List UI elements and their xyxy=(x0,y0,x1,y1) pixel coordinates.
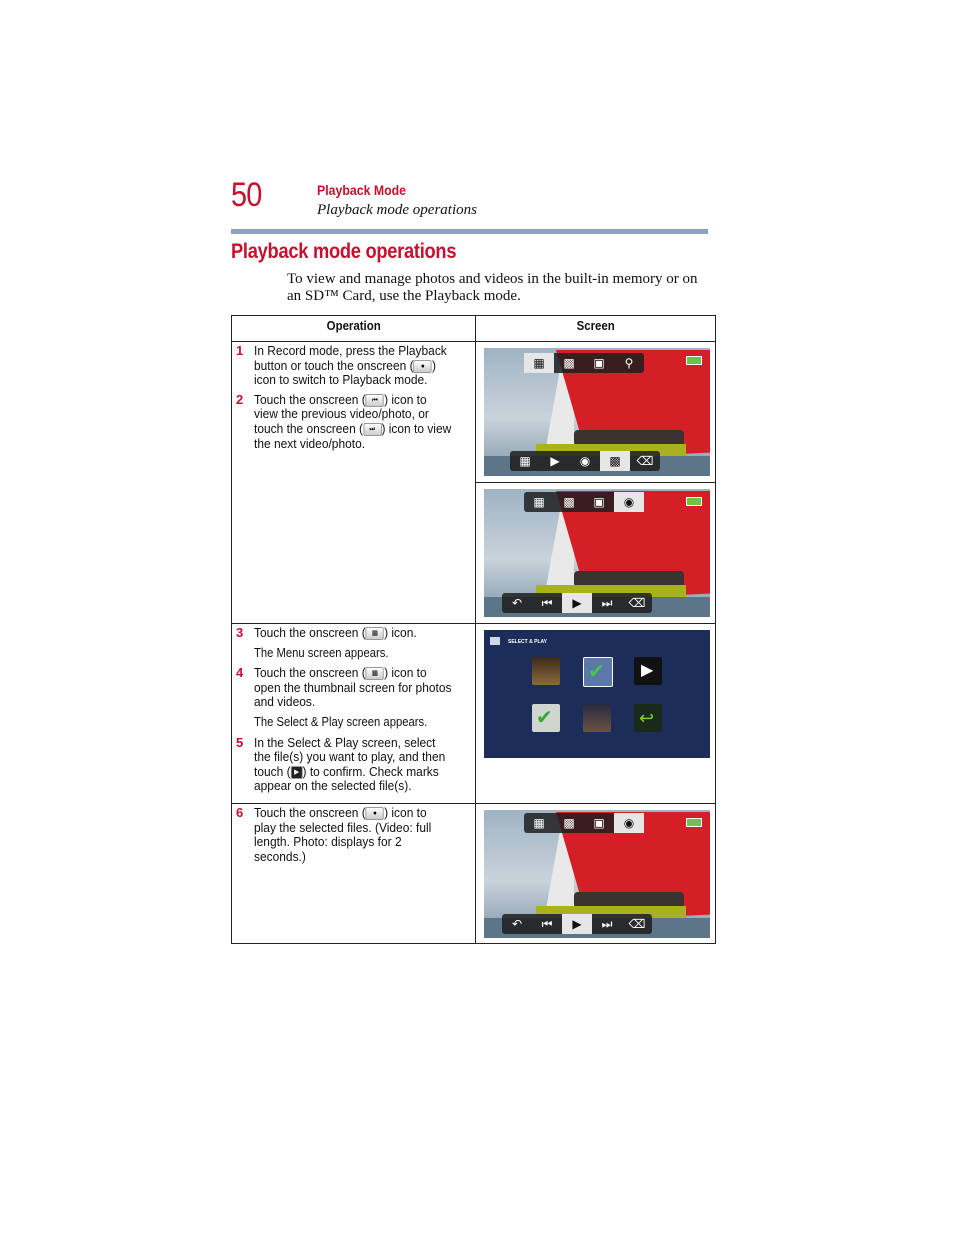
battery-icon xyxy=(686,497,702,506)
screenshot-playback-mode xyxy=(484,489,710,617)
running-header-section: Playback Mode xyxy=(317,182,407,198)
menu-icon: ▦ xyxy=(533,495,545,509)
screen-cell xyxy=(476,483,716,624)
battery-icon xyxy=(686,818,702,827)
thumbnail-icon: ▩ xyxy=(563,495,575,509)
trash-icon: ⌫ xyxy=(628,596,646,610)
next-icon: ⏭ xyxy=(601,916,613,931)
previous-icon: ⏮ xyxy=(541,916,553,931)
steps-cell xyxy=(232,342,476,624)
trash-icon: ⌫ xyxy=(628,916,646,931)
battery-icon xyxy=(686,356,702,365)
thumbnail-icon: ▩ xyxy=(366,667,384,680)
page-title: Playback mode operations xyxy=(231,240,457,263)
play-icon: ▶ xyxy=(562,593,592,613)
step: 1 In Record mode, press the Playback button or touch the onscreen ( ● ) icon to switch to Playback mode. xyxy=(236,343,447,388)
bottom-toolbar xyxy=(502,593,652,613)
confirm-play-icon: ▶ xyxy=(291,766,303,779)
steps-cell xyxy=(232,624,476,804)
operations-table xyxy=(231,315,716,944)
menu-icon: ▦ xyxy=(519,454,531,468)
check-icon: ✔ xyxy=(588,661,605,683)
thumbnail-back xyxy=(634,704,662,732)
thumbnail-icon: ▩ xyxy=(563,815,575,830)
play-icon: ▶ xyxy=(562,914,592,934)
camera-icon: ◉ xyxy=(579,454,591,468)
screenshot-select-and-play xyxy=(484,630,710,758)
slideshow-icon: ▣ xyxy=(593,495,605,509)
column-header-operation: Operation xyxy=(232,316,476,342)
step: 2 Touch the onscreen ( ⏮ ) icon to view the previous video/photo, or touch the onscreen ( ⏭ ) icon to view the next video/photo. xyxy=(236,391,452,451)
bottom-toolbar xyxy=(510,451,660,471)
step-note: The Menu screen appears. xyxy=(254,645,389,660)
header-rule xyxy=(231,229,708,234)
menu-icon: ▦ xyxy=(533,815,545,830)
thumbnail xyxy=(583,704,611,732)
play-icon: ▶ xyxy=(550,454,560,468)
top-toolbar xyxy=(524,492,644,512)
running-header-subsection: Playback mode operations xyxy=(317,202,477,218)
steps-cell xyxy=(232,803,476,943)
next-icon: ⏭ xyxy=(601,596,613,610)
select-play-label: SELECT & PLAY xyxy=(508,639,547,645)
page-number: 50 xyxy=(231,176,262,214)
back-icon: ↶ xyxy=(511,916,523,931)
top-toolbar xyxy=(524,353,644,373)
effect-icon: ▩ xyxy=(563,356,575,370)
thumbnail-selected xyxy=(583,657,613,687)
video-icon: ▩ xyxy=(600,451,630,471)
previous-icon: ⏮ xyxy=(541,596,553,610)
back-icon: ↶ xyxy=(511,596,523,610)
step: 4 Touch the onscreen ( ▩ ) icon to open the thumbnail screen for photos and videos. xyxy=(236,665,452,710)
bottom-toolbar xyxy=(502,914,652,934)
thumbnail-selected xyxy=(532,704,560,732)
menu-icon: ▦ xyxy=(366,627,384,640)
menu-grid-icon xyxy=(490,637,500,645)
step-note: The Select & Play screen appears. xyxy=(254,714,428,729)
screenshot-record-mode xyxy=(484,348,710,476)
next-icon: ⏭ xyxy=(363,423,381,436)
back-icon: ↩ xyxy=(639,708,655,728)
record-icon: ◉ xyxy=(614,813,644,833)
trash-icon: ⌫ xyxy=(636,454,654,468)
top-toolbar xyxy=(524,813,644,833)
column-header-screen: Screen xyxy=(476,316,716,342)
step: 3 Touch the onscreen ( ▦ ) icon. xyxy=(236,625,417,640)
check-icon: ✔ xyxy=(536,707,553,729)
thumbnail xyxy=(532,657,560,685)
play-icon: ● xyxy=(366,807,384,820)
thumbnail-video xyxy=(634,657,662,685)
slideshow-icon: ▣ xyxy=(593,815,605,830)
step: 5 In the Select & Play screen, select the file(s) you want to play, and then touch ( ▶ ) to confirm. Check marks appear on the selected file(s). xyxy=(236,734,446,794)
previous-icon: ⏮ xyxy=(366,394,384,407)
step: 6 Touch the onscreen ( ● ) icon to play the selected files. (Video: full length. Photo: displays for 2 seconds.) xyxy=(236,804,432,864)
record-icon: ◉ xyxy=(614,492,644,512)
intro-paragraph: To view and manage photos and videos in the built-in memory or on an SD™ Card, use the Playback mode. xyxy=(287,271,698,304)
scene-icon: ▦ xyxy=(524,353,554,373)
screen-cell xyxy=(476,803,716,943)
stabilizer-icon: ▣ xyxy=(593,356,605,370)
screen-cell xyxy=(476,342,716,483)
playback-icon: ● xyxy=(414,360,432,373)
play-icon: ▶ xyxy=(641,662,654,679)
zoom-icon: ⚲ xyxy=(624,356,634,370)
screenshot-playing xyxy=(484,810,710,938)
screen-cell xyxy=(476,624,716,804)
